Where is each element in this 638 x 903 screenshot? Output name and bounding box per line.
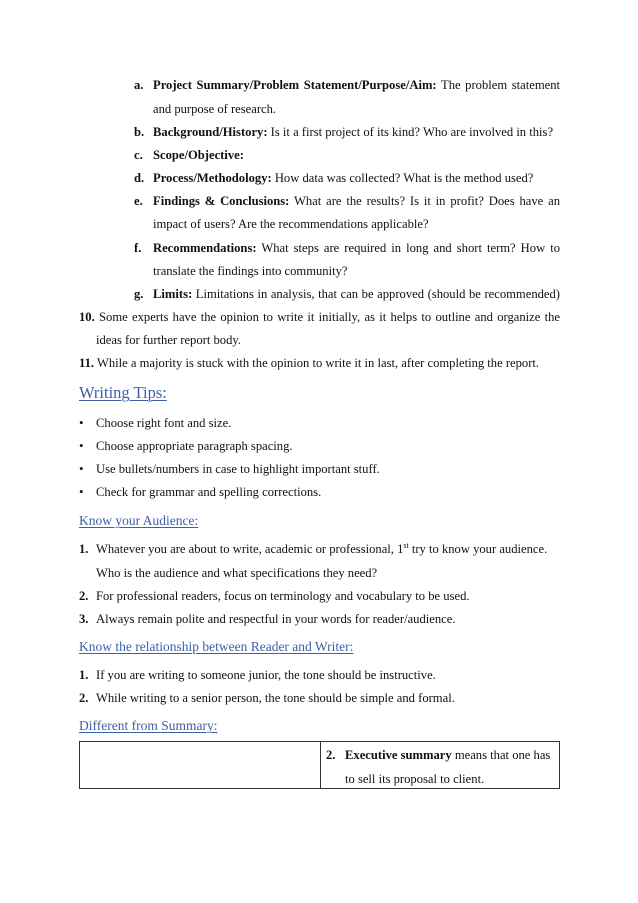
sub-item-f-cont: translate the findings into community? (153, 264, 348, 278)
tip-item: Use bullets/numbers in case to highlight important stuff. (96, 462, 380, 476)
audience-item-3-num: 3. (79, 612, 89, 626)
table-cell-text: Executive summary means that one has (345, 748, 551, 762)
tip-item: Choose appropriate paragraph spacing. (96, 439, 293, 453)
tip-item: Choose right font and size. (96, 416, 232, 430)
audience-item-1: Whatever you are about to write, academic or professional, 1st try to know your audience. (96, 540, 548, 556)
sub-item-g-text: Limits: Limitations in analysis, that can be approved (should be recommended) (153, 287, 560, 301)
bullet-icon: • (79, 461, 84, 476)
audience-item-1-cont: Who is the audience and what specifications they need? (96, 566, 378, 580)
table-cell-cont: to sell its proposal to client. (345, 772, 485, 786)
sub-item-a-text: Project Summary/Problem Statement/Purpose/Aim: The problem statement (153, 78, 560, 92)
sub-item-e: e. (134, 194, 143, 208)
numbered-item-11: 11. While a majority is stuck with the opinion to write it in last, after completing the report. (79, 356, 540, 370)
sub-item-d: d. (134, 171, 145, 185)
sub-item-c: c. (134, 148, 143, 162)
relationship-item-1: If you are writing to someone junior, the tone should be instructive. (96, 668, 436, 682)
numbered-item-10-cont: ideas for further report body. (96, 333, 242, 347)
audience-item-2: For professional readers, focus on terminology and vocabulary to be used. (96, 589, 470, 603)
audience-item-1-num: 1. (79, 542, 89, 556)
heading-relationship: Know the relationship between Reader and Writer: (79, 639, 354, 654)
comparison-table (79, 741, 560, 789)
numbered-item-10: 10. Some experts have the opinion to write it initially, as it helps to outline and organize the (79, 310, 560, 324)
table-divider (320, 742, 321, 788)
audience-item-2-num: 2. (79, 589, 89, 603)
tip-item: Check for grammar and spelling corrections. (96, 485, 322, 499)
heading-know-audience: Know your Audience: (79, 513, 199, 528)
bullet-icon: • (79, 438, 84, 453)
sub-item-d-text: Process/Methodology: How data was collected? What is the method used? (153, 171, 534, 185)
sub-item-g: g. (134, 287, 144, 301)
sub-item-f-text: Recommendations: What steps are required in long and short term? How to (153, 241, 560, 255)
sub-item-b: b. (134, 125, 145, 139)
table-cell-num: 2. (326, 748, 336, 762)
sub-item-c-text: Scope/Objective: (153, 148, 244, 162)
bullet-icon: • (79, 415, 84, 430)
relationship-item-2-num: 2. (79, 691, 89, 705)
sub-item-a: a. (134, 78, 144, 92)
relationship-item-2: While writing to a senior person, the tone should be simple and formal. (96, 691, 455, 705)
sub-item-e-cont: impact of users? Are the recommendations applicable? (153, 217, 429, 231)
sub-item-a-cont: and purpose of research. (153, 102, 277, 116)
sub-item-b-text: Background/History: Is it a first project of its kind? Who are involved in this? (153, 125, 554, 139)
heading-different-summary: Different from Summary: (79, 718, 218, 733)
heading-writing-tips: Writing Tips: (79, 383, 167, 402)
relationship-item-1-num: 1. (79, 668, 89, 682)
audience-item-3: Always remain polite and respectful in your words for reader/audience. (96, 612, 456, 626)
sub-item-f: f. (134, 241, 142, 255)
sub-item-e-text: Findings & Conclusions: What are the results? Is it in profit? Does have an (153, 194, 560, 208)
bullet-icon: • (79, 484, 84, 499)
